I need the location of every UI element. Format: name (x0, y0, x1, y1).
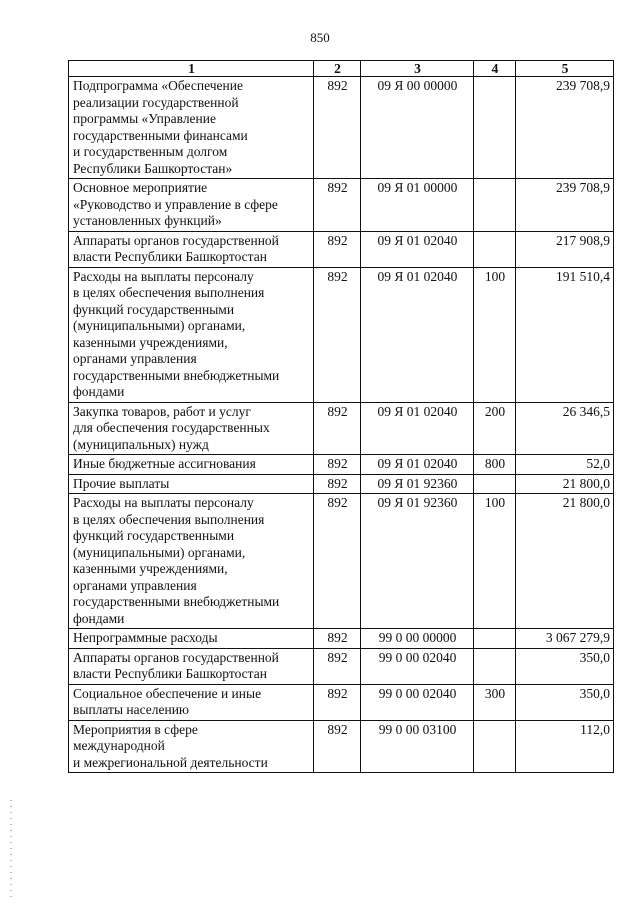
row-name: Расходы на выплаты персоналу в целях обеспечения выполнения функций государственными (муниципальными) органами, казенными учреждениями, органами управления государственными внебюджетными фондами (69, 267, 314, 402)
table-row (69, 684, 614, 720)
row-article: 09 Я 01 02040 (361, 231, 474, 267)
table-row (69, 648, 614, 684)
row-code: 892 (314, 494, 361, 629)
row-name: Расходы на выплаты персоналу в целях обеспечения выполнения функций государственными (муниципальными) органами, казенными учреждениями, органами управления государственными внебюджетными фондами (69, 494, 314, 629)
margin-scan-marks (10, 800, 12, 900)
row-amount: 239 708,9 (516, 77, 614, 179)
row-article: 09 Я 01 92360 (361, 474, 474, 494)
row-amount: 26 346,5 (516, 402, 614, 455)
row-name: Иные бюджетные ассигнования (69, 455, 314, 475)
table-row (69, 720, 614, 773)
row-expense-type: 200 (474, 402, 516, 455)
row-amount: 350,0 (516, 684, 614, 720)
row-name: Мероприятия в сфере международной и межрегиональной деятельности (69, 720, 314, 773)
row-code: 892 (314, 629, 361, 649)
row-expense-type (474, 720, 516, 773)
row-name: Аппараты органов государственной власти Республики Башкортостан (69, 231, 314, 267)
row-code: 892 (314, 231, 361, 267)
row-expense-type (474, 629, 516, 649)
row-code: 892 (314, 684, 361, 720)
header-col-4: 4 (474, 61, 516, 77)
row-code: 892 (314, 720, 361, 773)
table-row (69, 179, 614, 232)
row-expense-type (474, 179, 516, 232)
row-amount: 350,0 (516, 648, 614, 684)
row-article: 09 Я 01 02040 (361, 267, 474, 402)
row-name: Аппараты органов государственной власти Республики Башкортостан (69, 648, 314, 684)
row-name: Подпрограмма «Обеспечение реализации государственной программы «Управление государственными финансами и государственным долгом Республики Башкортостан» (69, 77, 314, 179)
header-col-3: 3 (361, 61, 474, 77)
budget-table (68, 60, 614, 773)
row-expense-type (474, 474, 516, 494)
row-amount: 217 908,9 (516, 231, 614, 267)
row-code: 892 (314, 402, 361, 455)
row-expense-type: 300 (474, 684, 516, 720)
table-row (69, 402, 614, 455)
table-row (69, 455, 614, 475)
table-row (69, 474, 614, 494)
row-code: 892 (314, 648, 361, 684)
table-row (69, 77, 614, 179)
row-article: 09 Я 01 02040 (361, 402, 474, 455)
row-amount: 3 067 279,9 (516, 629, 614, 649)
row-expense-type (474, 77, 516, 179)
row-code: 892 (314, 77, 361, 179)
row-amount: 21 800,0 (516, 494, 614, 629)
row-name: Основное мероприятие «Руководство и управление в сфере установленных функций» (69, 179, 314, 232)
header-row (69, 61, 614, 77)
row-amount: 239 708,9 (516, 179, 614, 232)
row-expense-type: 100 (474, 494, 516, 629)
row-article: 99 0 00 03100 (361, 720, 474, 773)
table-header (69, 61, 614, 77)
header-col-1: 1 (69, 61, 314, 77)
row-name: Непрограммные расходы (69, 629, 314, 649)
row-article: 99 0 00 02040 (361, 684, 474, 720)
table-body (69, 77, 614, 773)
row-name: Закупка товаров, работ и услуг для обеспечения государственных (муниципальных) нужд (69, 402, 314, 455)
page-number: 850 (310, 30, 330, 45)
table-row (69, 231, 614, 267)
row-code: 892 (314, 474, 361, 494)
row-article: 09 Я 01 92360 (361, 494, 474, 629)
row-article: 09 Я 01 00000 (361, 179, 474, 232)
row-code: 892 (314, 267, 361, 402)
row-amount: 112,0 (516, 720, 614, 773)
table-row (69, 267, 614, 402)
row-expense-type: 100 (474, 267, 516, 402)
row-article: 99 0 00 02040 (361, 648, 474, 684)
row-expense-type: 800 (474, 455, 516, 475)
row-article: 09 Я 00 00000 (361, 77, 474, 179)
row-expense-type (474, 648, 516, 684)
row-amount: 191 510,4 (516, 267, 614, 402)
row-article: 99 0 00 00000 (361, 629, 474, 649)
header-col-5: 5 (516, 61, 614, 77)
table-row (69, 494, 614, 629)
row-code: 892 (314, 455, 361, 475)
row-expense-type (474, 231, 516, 267)
row-amount: 52,0 (516, 455, 614, 475)
row-name: Прочие выплаты (69, 474, 314, 494)
row-code: 892 (314, 179, 361, 232)
row-name: Социальное обеспечение и иные выплаты населению (69, 684, 314, 720)
header-col-2: 2 (314, 61, 361, 77)
table-row (69, 629, 614, 649)
row-amount: 21 800,0 (516, 474, 614, 494)
row-article: 09 Я 01 02040 (361, 455, 474, 475)
